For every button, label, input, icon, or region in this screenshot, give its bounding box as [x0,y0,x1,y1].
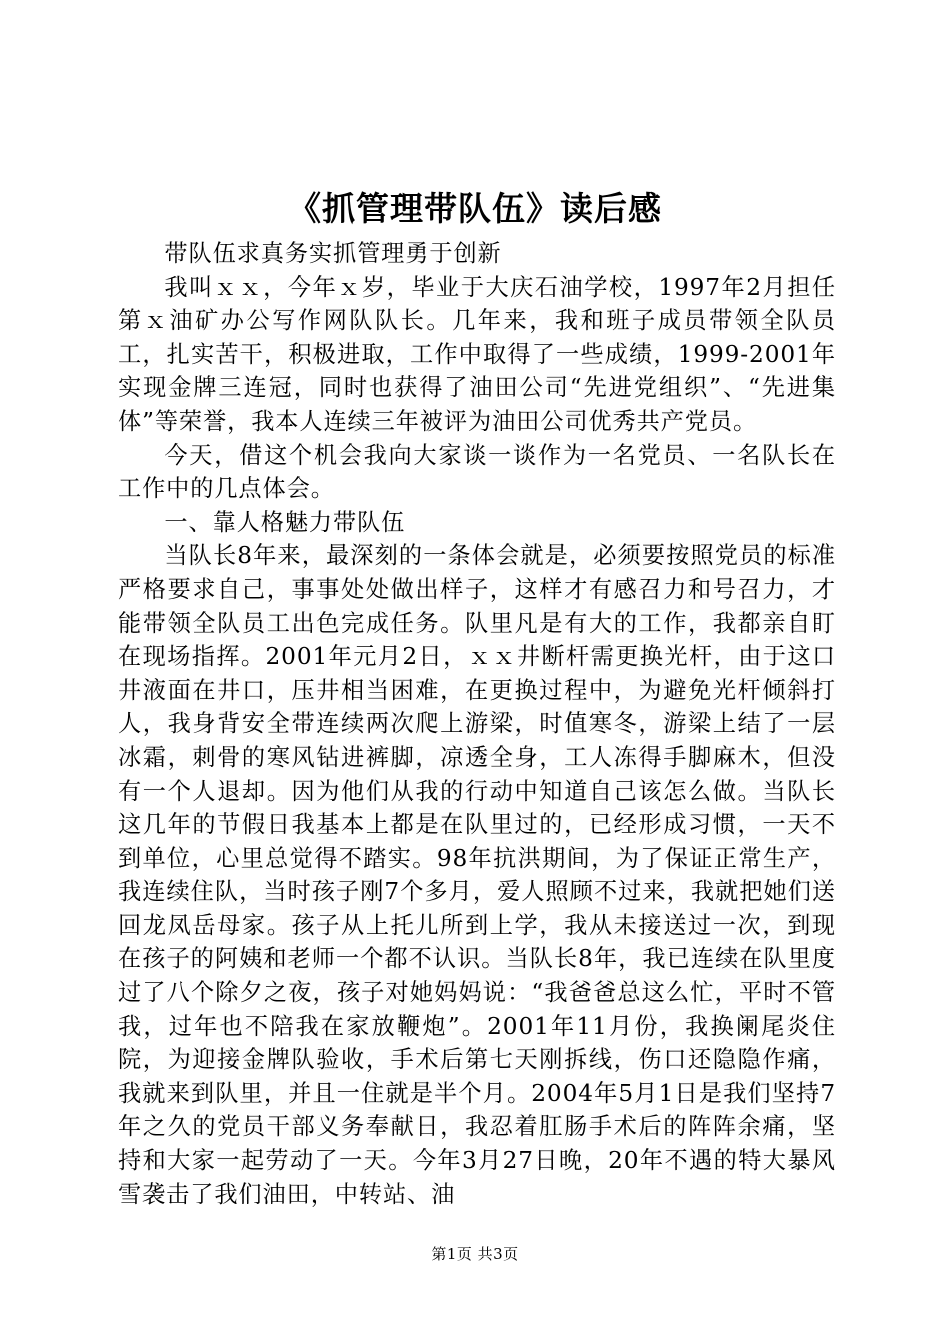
document-body [118,237,836,1211]
page-number-footer: 第1页 共3页 [431,1245,519,1263]
subtitle-paragraph: 带队伍求真务实抓管理勇于创新 [164,240,502,267]
section-heading: 一、靠人格魅力带队伍 [164,508,406,536]
document-title: 《抓管理带队伍》读后感 [288,189,662,228]
purpose-paragraph: 今天，借这个机会我向大家谈一谈作为一名党员、一名队长在工作中的几点体会。 [118,441,836,503]
section-body-paragraph: 当队长8年来，最深刻的一条体会就是，必须要按照党员的标准严格要求自己，事事处处做出样子，这样才有感召力和号召力，才能带领全队员工出色完成任务。队里凡是有大的工作，我都亲自盯在现场指挥。2001年元月2日，ｘｘ井断杆需更换光杆，由于这口井液面在井口，压井相当困难，在更换过程中，为避免光杆倾斜打人，我身背安全带连续两次爬上游梁，时值寒冬，游梁上结了一层冰霜，刺骨的寒风钻进裤脚，凉透全身，工人冻得手脚麻木，但没有一个人退却。因为他们从我的行动中知道自己该怎么做。当队长这几年的节假日我基本上都是在队里过的，已经形成习惯，一天不到单位，心里总觉得不踏实。98年抗洪期间，为了保证正常生产，我连续住队，当时孩子刚7个多月，爱人照顾不过来，我就把她们送回龙凤岳母家。孩子从上托儿所到上学，我从未接送过一次，到现在孩子的阿姨和老师一个都不认识。当队长8年，我已连续在队里度过了八个除夕之夜，孩子对她妈妈说：“我爸爸总这么忙，平时不管我，过年也不陪我在家放鞭炮”。2001年11月份，我换阑尾炎住院，为迎接金牌队验收，手术后第七天刚拆线，伤口还隐隐作痛，我就来到队里，并且一住就是半个月。2004年5月1日是我们坚持7年之久的党员干部义务奉献日，我忍着肛肠手术后的阵阵余痛，坚持和大家一起劳动了一天。今年3月27日晚，20年不遇的特大暴风雪袭击了我们油田，中转站、油 [118,542,836,1208]
intro-paragraph: 我叫ｘｘ，今年ｘ岁，毕业于大庆石油学校，1997年2月担任第ｘ油矿办公写作网队队长。几年来，我和班子成员带领全队员工，扎实苦干，积极进取，工作中取得了一些成绩，1999-2001年实现金牌三连冠，同时也获得了油田公司“先进党组织”、“先进集体”等荣誉，我本人连续三年被评为油田公司优秀共产党员。 [118,273,836,435]
